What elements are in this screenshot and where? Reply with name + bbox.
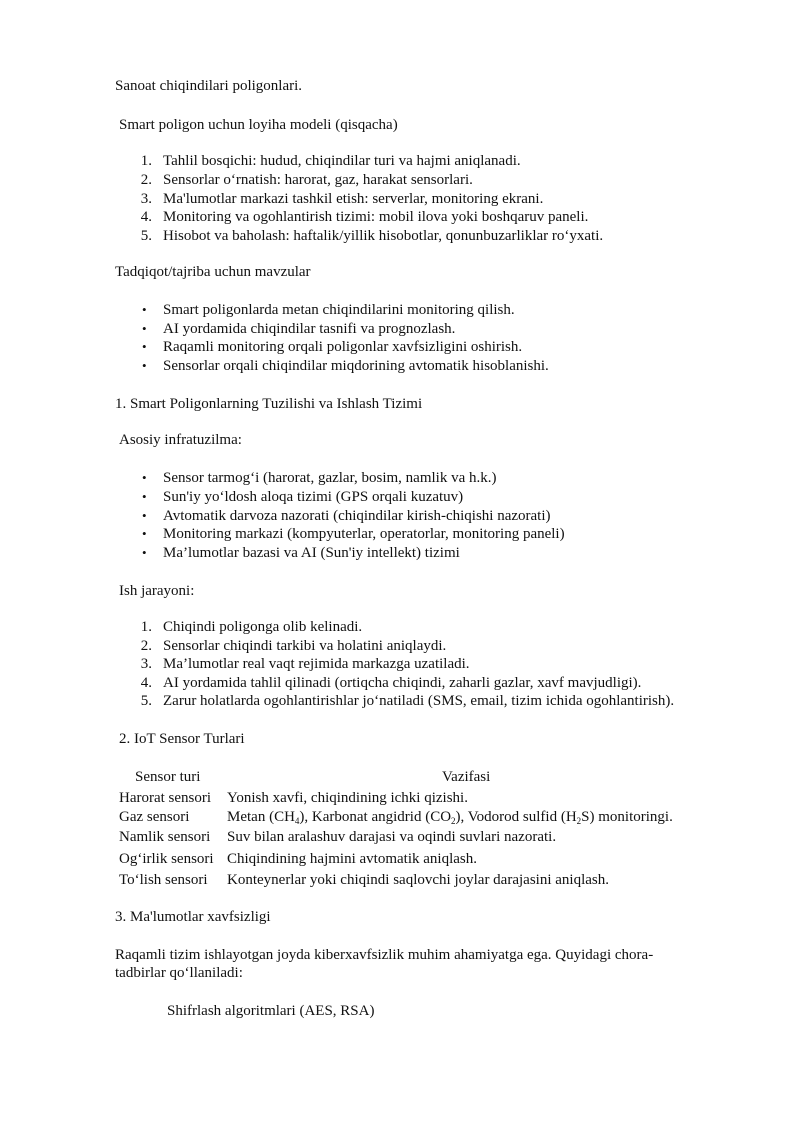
section2-heading: 2. IoT Sensor Turlari [119, 731, 245, 747]
list-item-text: Sun'iy yo‘ldosh aloqa tizimi (GPS orqali kuzatuv) [163, 489, 464, 505]
list-item-text: AI yordamida tahlil qilinadi (ortiqcha chiqindi, zaharli gazlar, xavf mavjudligi). [163, 675, 642, 691]
column-header-task: Vazifasi [442, 769, 491, 785]
research-heading: Tadqiqot/tajriba uchun mavzular [115, 264, 311, 280]
table-cell-task: Konteynerlar yoki chiqindi saqlovchi joylar darajasini aniqlash. [227, 872, 609, 888]
list-item-text: Sensor tarmog‘i (harorat, gazlar, bosim, namlik va h.k.) [163, 470, 497, 486]
table-cell-task: Metan $(CH_4)$, Karbonat angidrid $(CO_2)$, Vodorod sulfid $(H_2S)$ monitoringi. [227, 809, 673, 826]
list-number: 1. [140, 153, 152, 169]
list-number: 1. [140, 619, 152, 635]
section3-paragraph-line1: Raqamli tizim ishlayotgan joyda kiberxavfsizlik muhim ahamiyatga ega. Quyidagi chora- [115, 947, 654, 963]
table-cell-type: Namlik sensori [119, 829, 211, 845]
column-header-type: Sensor turi [135, 769, 201, 785]
section3-item: Shifrlash algoritmlari (AES, RSA) [167, 1003, 375, 1019]
table-cell-type: To‘lish sensori [119, 872, 208, 888]
list-number: 4. [140, 209, 152, 225]
table-cell-type: Harorat sensori [119, 790, 212, 806]
list-item-text: Tahlil bosqichi: hudud, chiqindilar turi va hajmi aniqlanadi. [163, 153, 521, 169]
bullet-icon: • [142, 489, 147, 504]
section3-paragraph-line2: tadbirlar qo‘llaniladi: [115, 965, 243, 981]
list-number: 2. [140, 172, 152, 188]
list-number: 3. [140, 191, 152, 207]
list-number: 3. [140, 656, 152, 672]
section1-heading: 1. Smart Poligonlarning Tuzilishi va Ishlash Tizimi [115, 396, 423, 412]
table-cell-task: Yonish xavfi, chiqindining ichki qizishi. [227, 790, 468, 806]
list-item-text: Smart poligonlarda metan chiqindilarini monitoring qilish. [163, 302, 515, 318]
model-heading: Smart poligon uchun loyiha modeli (qisqacha) [119, 117, 398, 133]
list-number: 2. [140, 638, 152, 654]
infra-heading: Asosiy infratuzilma: [119, 432, 242, 448]
table-cell-task: Chiqindining hajmini avtomatik aniqlash. [227, 851, 477, 867]
bullet-icon: • [142, 358, 147, 373]
list-item-text: Ma'lumotlar markazi tashkil etish: serverlar, monitoring ekrani. [163, 191, 544, 207]
list-item-text: Sensorlar orqali chiqindilar miqdorining avtomatik hisoblanishi. [163, 358, 549, 374]
table-cell-type: Gaz sensori [119, 809, 190, 825]
bullet-icon: • [142, 508, 147, 523]
list-item-text: Sensorlar chiqindi tarkibi va holatini aniqlaydi. [163, 638, 447, 654]
bullet-icon: • [142, 321, 147, 336]
list-item-text: Monitoring markazi (kompyuterlar, operatorlar, monitoring paneli) [163, 526, 565, 542]
bullet-icon: • [142, 302, 147, 317]
list-item-text: Avtomatik darvoza nazorati (chiqindilar kirish-chiqishi nazorati) [163, 508, 551, 524]
list-number: 4. [140, 675, 152, 691]
bullet-icon: • [142, 339, 147, 354]
list-item-text: Hisobot va baholash: haftalik/yillik hisobotlar, qonunbuzarliklar ro‘yxati. [163, 228, 604, 244]
document-title: Sanoat chiqindilari poligonlari. [115, 78, 303, 94]
bullet-icon: • [142, 545, 147, 560]
table-cell-type: Og‘irlik sensori [119, 851, 214, 867]
bullet-icon: • [142, 470, 147, 485]
list-number: 5. [140, 228, 152, 244]
section3-heading: 3. Ma'lumotlar xavfsizligi [115, 909, 271, 925]
list-item-text: Monitoring va ogohlantirish tizimi: mobil ilova yoki boshqaruv paneli. [163, 209, 589, 225]
list-item-text: Ma’lumotlar real vaqt rejimida markazga uzatiladi. [163, 656, 470, 672]
list-item-text: Ma’lumotlar bazasi va AI (Sun'iy intellekt) tizimi [163, 545, 460, 561]
table-cell-task: Suv bilan aralashuv darajasi va oqindi suvlari nazorati. [227, 829, 557, 845]
bullet-icon: • [142, 526, 147, 541]
process-heading: Ish jarayoni: [119, 583, 195, 599]
list-item-text: Sensorlar o‘rnatish: harorat, gaz, harakat sensorlari. [163, 172, 473, 188]
list-item-text: Chiqindi poligonga olib kelinadi. [163, 619, 363, 635]
list-item-text: AI yordamida chiqindilar tasnifi va prognozlash. [163, 321, 456, 337]
list-number: 5. [140, 693, 152, 709]
list-item-text: Zarur holatlarda ogohlantirishlar jo‘natiladi (SMS, email, tizim ichida ogohlantirish). [163, 693, 675, 709]
list-item-text: Raqamli monitoring orqali poligonlar xavfsizligini oshirish. [163, 339, 523, 355]
